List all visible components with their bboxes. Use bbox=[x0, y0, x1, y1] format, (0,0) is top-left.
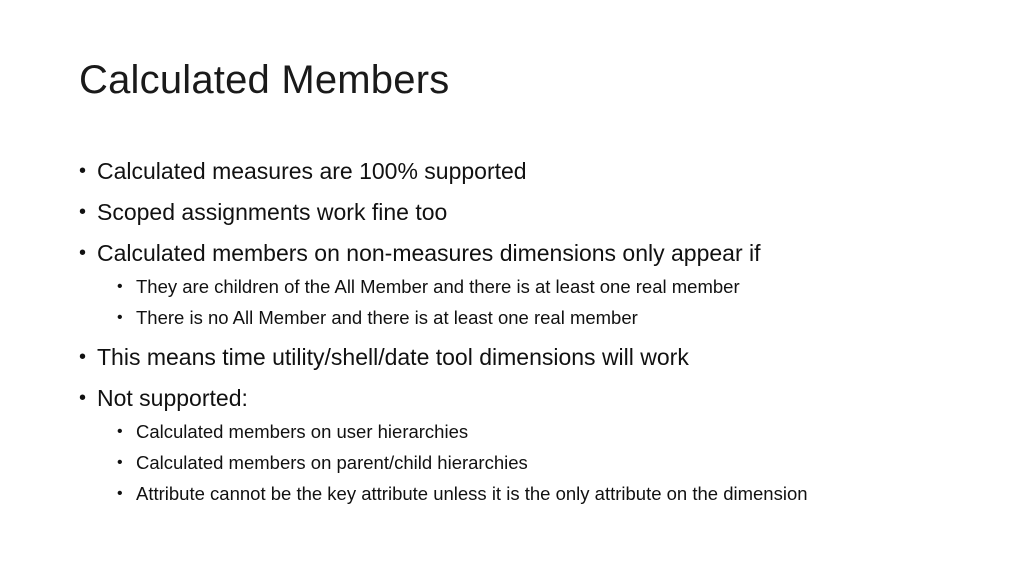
bullet-icon: • bbox=[79, 201, 87, 223]
bullet-icon: • bbox=[79, 242, 87, 264]
sub-bullet-item bbox=[79, 273, 979, 301]
bullet-icon: • bbox=[117, 309, 123, 326]
bullet-item bbox=[79, 236, 979, 270]
bullet-text: Scoped assignments work fine too bbox=[97, 199, 448, 225]
sub-bullet-text: They are children of the All Member and there is at least one real member bbox=[136, 276, 740, 297]
sub-bullet-text: There is no All Member and there is at least one real member bbox=[136, 307, 638, 328]
bullet-item bbox=[79, 340, 979, 374]
bullet-text: Calculated measures are 100% supported bbox=[97, 158, 527, 184]
sub-bullet-item bbox=[79, 449, 979, 477]
bullet-icon: • bbox=[79, 346, 87, 368]
bullet-icon: • bbox=[117, 423, 123, 440]
bullet-icon: • bbox=[79, 160, 87, 182]
bullet-item bbox=[79, 195, 979, 229]
bullet-text: Calculated members on non-measures dimensions only appear if bbox=[97, 240, 761, 266]
bullet-icon: • bbox=[117, 454, 123, 471]
sub-bullet-item bbox=[79, 480, 979, 508]
sub-bullet-item bbox=[79, 418, 979, 446]
sub-bullet-text: Attribute cannot be the key attribute unless it is the only attribute on the dimension bbox=[136, 483, 808, 504]
slide-title: Calculated Members bbox=[79, 58, 450, 102]
bullet-text: This means time utility/shell/date tool dimensions will work bbox=[97, 344, 689, 370]
bullet-item bbox=[79, 381, 979, 415]
bullet-icon: • bbox=[117, 278, 123, 295]
bullet-icon: • bbox=[117, 485, 123, 502]
bullet-text: Not supported: bbox=[97, 385, 248, 411]
sub-bullet-text: Calculated members on parent/child hierarchies bbox=[136, 452, 528, 473]
bullet-icon: • bbox=[79, 387, 87, 409]
bullet-item bbox=[79, 154, 979, 188]
sub-bullet-text: Calculated members on user hierarchies bbox=[136, 421, 469, 442]
bullet-list bbox=[79, 154, 979, 508]
sub-bullet-item bbox=[79, 304, 979, 332]
